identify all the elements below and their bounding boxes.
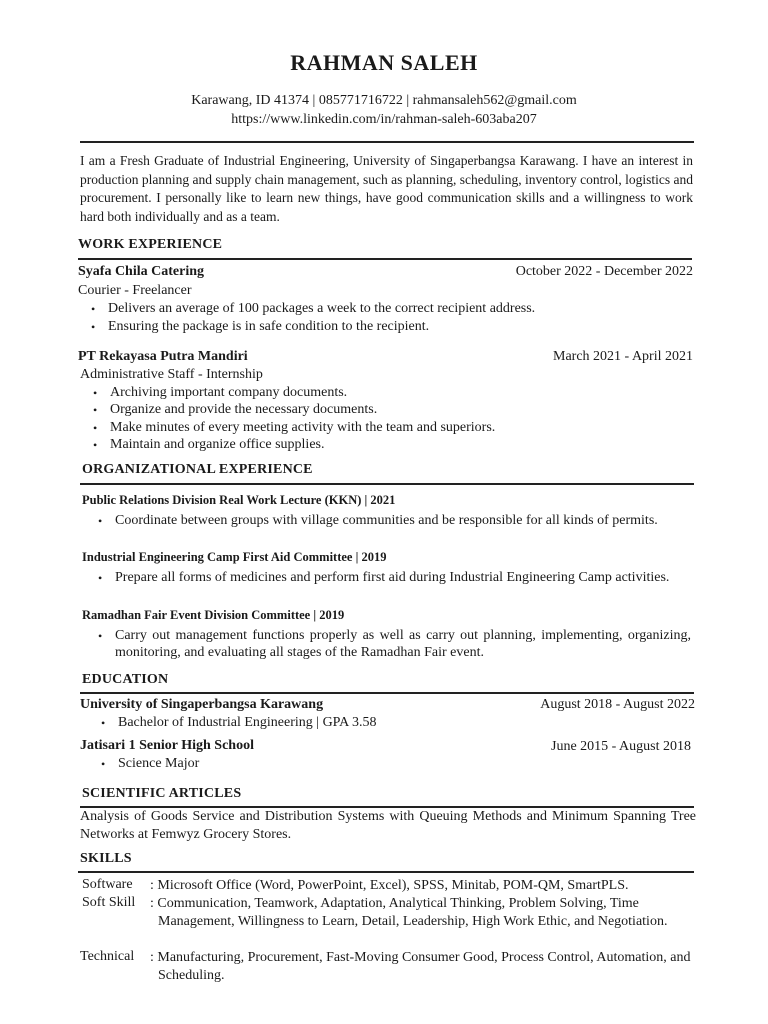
job-role: Courier - Freelancer [78, 283, 192, 298]
job-bullet: • Maintain and organize office supplies. [110, 437, 324, 453]
org-item-title: Industrial Engineering Camp First Aid Committee | 2019 [82, 550, 387, 564]
org-item-bullet: • Prepare all forms of medicines and perform first aid during Industrial Engineering Camp activities. [115, 569, 691, 586]
job-dates: March 2021 - April 2021 [553, 349, 693, 364]
contact-line: Karawang, ID 41374 | 085771716722 | rahmansaleh562@gmail.com [191, 93, 577, 108]
header-divider [80, 141, 694, 143]
job-org: Syafa Chila Catering [78, 264, 204, 279]
job-org: PT Rekayasa Putra Mandiri [78, 349, 248, 364]
job-bullet: • Make minutes of every meeting activity with the team and superiors. [110, 420, 495, 436]
skill-value: : Communication, Teamwork, Adaptation, Analytical Thinking, Problem Solving, Time Management, Willingness to Learn, Detail, Leadership, High Work Ethic, and Negotiation. [150, 896, 668, 929]
school-dates: June 2015 - August 2018 [551, 739, 691, 754]
linkedin-url[interactable]: https://www.linkedin.com/in/rahman-saleh-603aba207 [231, 112, 537, 127]
skill-label: Software [82, 877, 133, 892]
scientific-articles-heading: SCIENTIFIC ARTICLES [82, 786, 242, 801]
org-item-title: Ramadhan Fair Event Division Committee | 2019 [82, 608, 345, 622]
school-name: Jatisari 1 Senior High School [80, 738, 254, 753]
skill-value: : Microsoft Office (Word, PowerPoint, Excel), SPSS, Minitab, POM-QM, SmartPLS. [150, 878, 629, 893]
job-bullet: • Archiving important company documents. [110, 385, 347, 401]
school-dates: August 2018 - August 2022 [540, 697, 695, 712]
skill-label: Soft Skill [82, 895, 136, 910]
skills-divider [78, 871, 694, 873]
skills-heading: SKILLS [80, 851, 132, 866]
job-bullet: • Delivers an average of 100 packages a week to the correct recipient address. [108, 301, 535, 317]
work-experience-heading: WORK EXPERIENCE [78, 237, 223, 252]
skill-label: Technical [80, 949, 135, 964]
skill-value: : Manufacturing, Procurement, Fast-Moving Consumer Good, Process Control, Automation, and Scheduling. [150, 950, 691, 983]
school-detail: • Science Major [118, 756, 199, 772]
job-role: Administrative Staff - Internship [80, 367, 263, 382]
school-detail: • Bachelor of Industrial Engineering | GPA 3.58 [118, 715, 377, 731]
org-item-title: Public Relations Division Real Work Lecture (KKN) | 2021 [82, 493, 396, 507]
resume-name: RAHMAN SALEH [290, 50, 478, 75]
job-dates: October 2022 - December 2022 [515, 264, 693, 279]
organizational-divider [80, 483, 694, 485]
article-text: Analysis of Goods Service and Distribution Systems with Queuing Methods and Minimum Spanning Tree Networks at Femwyz Grocery Stores. [80, 809, 696, 842]
org-item-bullet: • Coordinate between groups with village communities and be responsible for all kinds of permits. [115, 512, 691, 529]
job-bullet: • Ensuring the package is in safe condition to the recipient. [108, 319, 429, 335]
organizational-experience-heading: ORGANIZATIONAL EXPERIENCE [82, 462, 313, 477]
school-name: University of Singaperbangsa Karawang [80, 697, 324, 712]
job-bullet: • Organize and provide the necessary documents. [110, 402, 377, 418]
work-experience-divider [78, 258, 692, 260]
org-item-bullet: • Carry out management functions properly as well as carry out planning, implementing, organizing, monitoring, and evaluating all stages of the Ramadhan Fair event. [115, 627, 691, 661]
education-divider [80, 692, 694, 694]
education-heading: EDUCATION [82, 672, 169, 687]
summary-paragraph: I am a Fresh Graduate of Industrial Engineering, University of Singaperbangsa Karawang. I have an interest in production planning and supply chain management, such as planning, scheduling, inventory control, logistics and procurement. I personally like to learn new things, have good communication skills and a willingness to work hard both individually and as a team. [80, 153, 694, 224]
